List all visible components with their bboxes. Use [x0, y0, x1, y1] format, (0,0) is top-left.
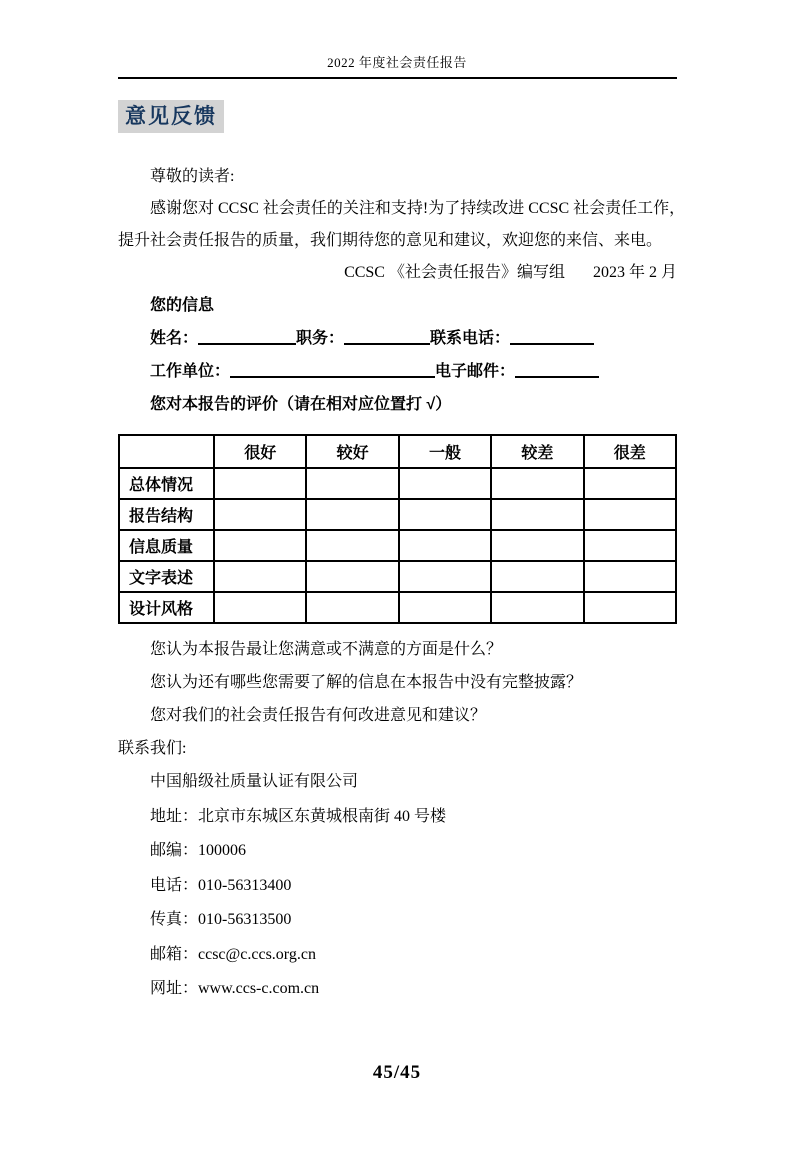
rating-cell	[584, 468, 676, 499]
rating-cell	[491, 468, 583, 499]
signature-group: CCSC 《社会责任报告》编写组	[344, 264, 565, 281]
rating-cell	[584, 561, 676, 592]
evaluation-header-row	[119, 435, 676, 468]
question: 您认为还有哪些您需要了解的信息在本报告中没有完整披露？	[150, 674, 583, 691]
contact-line-fax: 传真：010-56313500	[150, 911, 292, 928]
signature-date: 2023 年 2 月	[592, 264, 677, 281]
row-label-structure: 报告结构	[119, 499, 214, 530]
email-blank-field	[515, 364, 599, 378]
contact-line-phone: 电话：010-56313400	[150, 876, 292, 894]
rating-cell	[214, 592, 306, 623]
unit-blank-field	[230, 364, 435, 378]
evaluation-title: 您对本报告的评价（请在相对应位置打 √）	[150, 396, 452, 413]
position-blank-field	[344, 331, 430, 345]
rating-cell	[399, 592, 491, 623]
letter-body-line-2: 提升社会责任报告的质量，我们期待您的意见和建议，欢迎您的来信、来电。	[118, 232, 663, 249]
evaluation-table	[118, 434, 677, 624]
header-good: 较好	[306, 435, 398, 468]
rating-cell	[399, 530, 491, 561]
contact-heading: 联系我们:	[118, 740, 187, 757]
rating-cell	[491, 592, 583, 623]
row-label-overall: 总体情况	[119, 468, 214, 499]
row-label-design-style: 设计风格	[119, 592, 214, 623]
phone-blank-field	[510, 331, 594, 345]
rating-cell	[399, 468, 491, 499]
table-row	[119, 592, 676, 623]
corner-cell	[119, 435, 214, 468]
rating-cell	[584, 499, 676, 530]
rating-cell	[306, 468, 398, 499]
contact-line-postcode: 邮编：100006	[150, 842, 247, 859]
form-row-unit	[150, 355, 677, 388]
document-page	[0, 52, 794, 1175]
rating-cell	[214, 468, 306, 499]
position-label: 职务：	[296, 330, 345, 347]
unit-label: 工作单位：	[150, 363, 231, 380]
rating-cell	[399, 561, 491, 592]
salutation: 尊敬的读者:	[150, 168, 235, 185]
table-row	[119, 499, 676, 530]
contact-line-website: 网址：www.ccs-c.com.cn	[150, 980, 320, 997]
company-name: 中国船级社质量认证有限公司	[150, 773, 359, 790]
letter-body-line-1: 感谢您对 CCSC 社会责任的关注和支持!为了持续改进 CCSC 社会责任工作，	[150, 200, 686, 217]
row-label-info-quality: 信息质量	[119, 530, 214, 561]
form-row-identity	[150, 322, 677, 355]
rating-cell	[214, 561, 306, 592]
page-number: 45/45	[372, 1062, 422, 1083]
rating-cell	[584, 530, 676, 561]
rating-cell	[399, 499, 491, 530]
form-section-title: 您的信息	[150, 297, 215, 314]
section-title: 意见反馈	[118, 100, 224, 133]
contact-line-email: 邮箱：ccsc@c.ccs.org.cn	[150, 945, 316, 963]
page-content	[118, 161, 686, 1007]
header-very-good: 很好	[214, 435, 306, 468]
letter-block	[118, 161, 686, 289]
question: 您对我们的社会责任报告有何改进意见和建议？	[150, 707, 487, 724]
table-row	[119, 530, 676, 561]
rating-cell	[306, 499, 398, 530]
header-very-poor: 很差	[584, 435, 676, 468]
table-row	[119, 468, 676, 499]
rating-cell	[491, 561, 583, 592]
rating-cell	[214, 530, 306, 561]
name-label: 姓名：	[150, 330, 199, 347]
rating-cell	[306, 561, 398, 592]
phone-label: 联系电话：	[430, 330, 511, 347]
rating-cell	[491, 499, 583, 530]
contact-line-address: 地址：北京市东城区东黄城根南街 40 号楼	[150, 807, 447, 825]
rating-cell	[306, 592, 398, 623]
rating-cell	[214, 499, 306, 530]
header-average: 一般	[399, 435, 491, 468]
rating-cell	[584, 592, 676, 623]
question: 您认为本报告最让您满意或不满意的方面是什么？	[150, 641, 503, 658]
table-row	[119, 561, 676, 592]
letter-signature	[118, 257, 677, 289]
row-label-wording: 文字表述	[119, 561, 214, 592]
header-poor: 较差	[491, 435, 583, 468]
name-blank-field	[198, 331, 296, 345]
rating-cell	[306, 530, 398, 561]
email-label: 电子邮件：	[435, 363, 516, 380]
rating-cell	[491, 530, 583, 561]
running-header: 2022 年度社会责任报告	[327, 55, 467, 70]
